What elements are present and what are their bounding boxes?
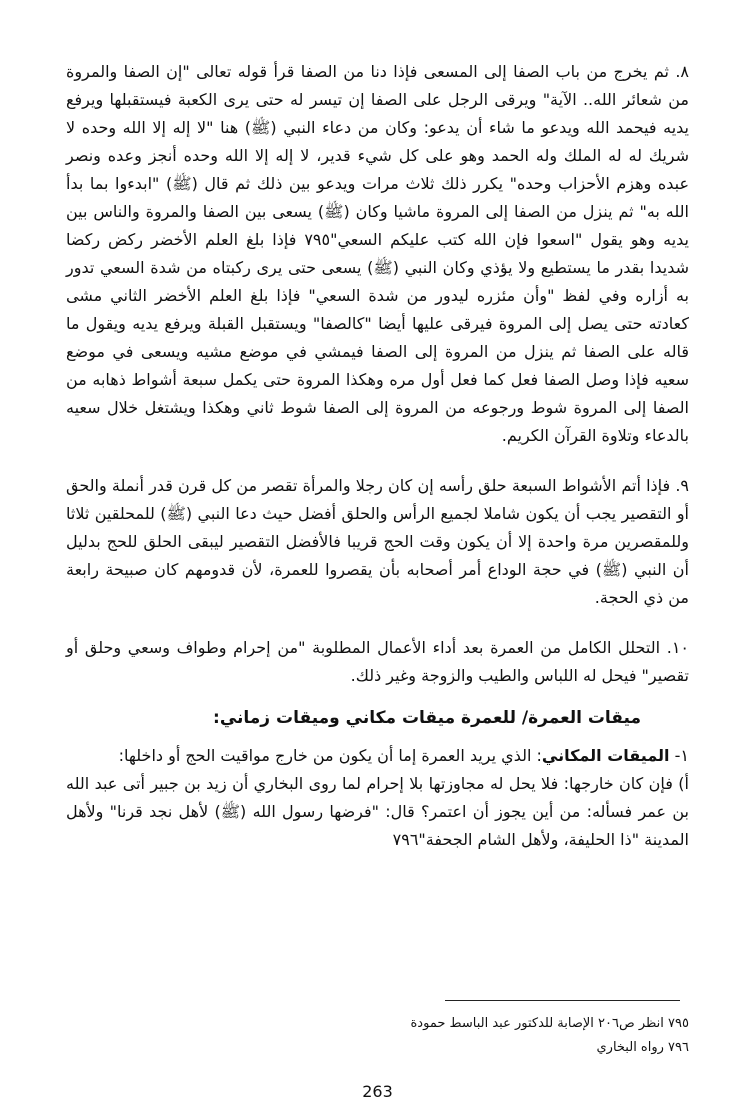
item-a-paragraph: أ) فإن كان خارجها: فلا يحل له مجاوزتها بلا إحرام لما روى البخاري أن زيد بن جبير أتى عبد الله بن عمر فسأله: من أين يجوز أن اعتمر؟ قال: "فرضها رسول الله (ﷺ) لأهل نجد قرنا" ولأهل المدينة "ذا الحليفة، ولأهل الشام الجحفة"٧٩٦ — [66, 774, 689, 849]
section-number: ١- — [669, 746, 689, 765]
footnote-divider — [445, 1000, 680, 1001]
paragraph-8: ٨. ثم يخرج من باب الصفا إلى المسعى فإذا دنا من الصفا قرأ قوله تعالى "إن الصفا والمروة من شعائر الله.. الآية" ويرقى الرجل على الصفا إن تيسر له حتى يرى الكعبة فيستقبلها ويرفع يديه فيحمد الله ويدعو ما شاء أن يدعو: وكان من دعاء النبي (ﷺ) هنا "لا إله إلا الله وحده لا شريك له له الملك وله الحمد وهو على كل شيء قدير، لا إله إلا الله وحده أنجز وعده ونصر عبده وهزم الأحزاب وحده" يكرر ذلك ثلاث مرات ويدعو بين ذلك ثم قال (ﷺ) "ابدءوا بما بدأ الله به" ثم ينزل من الصفا إلى المروة ماشيا وكان (ﷺ) يسعى بين الصفا والمروة والناس بين يديه وهو يقول "اسعوا فإن الله كتب عليكم السعي"٧٩٥ فإذا بلغ العلم الأخضر ركض ركضا شديدا بقدر ما يستطيع ولا يؤذي وكان النبي (ﷺ) يسعى حتى يرى ركبتاه من شدة السعي تدور به أزاره وفي لفظ "وأن مئزره ليدور من شدة السعي" فإذا بلغ العلم الأخضر الثاني مشى كعادته حتى يصل إلى المروة فيرقى عليها أيضا "كالصفا" ويستقبل القبلة ويرفع يديه ويقول ما قاله على الصفا ثم ينزل من المروة إلى الصفا فيمشي في موضع مشيه ويسعى في موضع سعيه فإذا وصل الصفا فعل كما فعل أول مره وهكذا المروة حتى يكمل سبعة أشواط ذهابه من الصفا إلى المروة شوط ورجوعه من المروة إلى الصفا شوط ثاني وهكذا ويشتغل خلال سعيه بالدعاء وتلاوة القرآن الكريم. — [66, 62, 689, 445]
footnote-796: ٧٩٦ رواه البخاري — [596, 1040, 689, 1055]
section-heading: ميقات العمرة/ للعمرة ميقات مكاني وميقات زماني: — [213, 708, 641, 728]
footnote-795: ٧٩٥ انظر ص٢٠٦ الإصابة للدكتور عبد الباسط حمودة — [410, 1016, 689, 1031]
page-number: 263 — [362, 1082, 393, 1101]
paragraph-10: ١٠. التحلل الكامل من العمرة بعد أداء الأعمال المطلوبة "من إحرام وطواف وسعي وحلق أو تقصير" فيحل له اللباس والطيب والزوجة وغير ذلك. — [66, 638, 689, 685]
paragraph-9: ٩. فإذا أتم الأشواط السبعة حلق رأسه إن كان رجلا والمرأة تقصر من كل قرن قدر أنملة والحق أو التقصير يجب أن يكون شاملا لجميع الرأس والحلق أفضل حيث دعا النبي (ﷺ) للمحلقين ثلاثا وللمقصرين مرة واحدة إلا أن يكون وقت الحج قريبا فالأفضل التقصير ليبقى الحلق للحج بدليل أن النبي (ﷺ) في حجة الوداع أمر أصحابه بأن يقصروا للعمرة، لأن قدومهم كان صبيحة رابعة من ذي الحجة. — [66, 476, 689, 607]
spatial-miqat-term: الميقات المكاني — [541, 746, 670, 765]
spatial-miqat-text: : الذي يريد العمرة إما أن يكون من خارج مواقيت الحج أو داخلها: — [118, 746, 542, 765]
spatial-miqat-paragraph — [66, 742, 689, 770]
page-body — [66, 58, 689, 854]
footnotes — [66, 1012, 689, 1060]
